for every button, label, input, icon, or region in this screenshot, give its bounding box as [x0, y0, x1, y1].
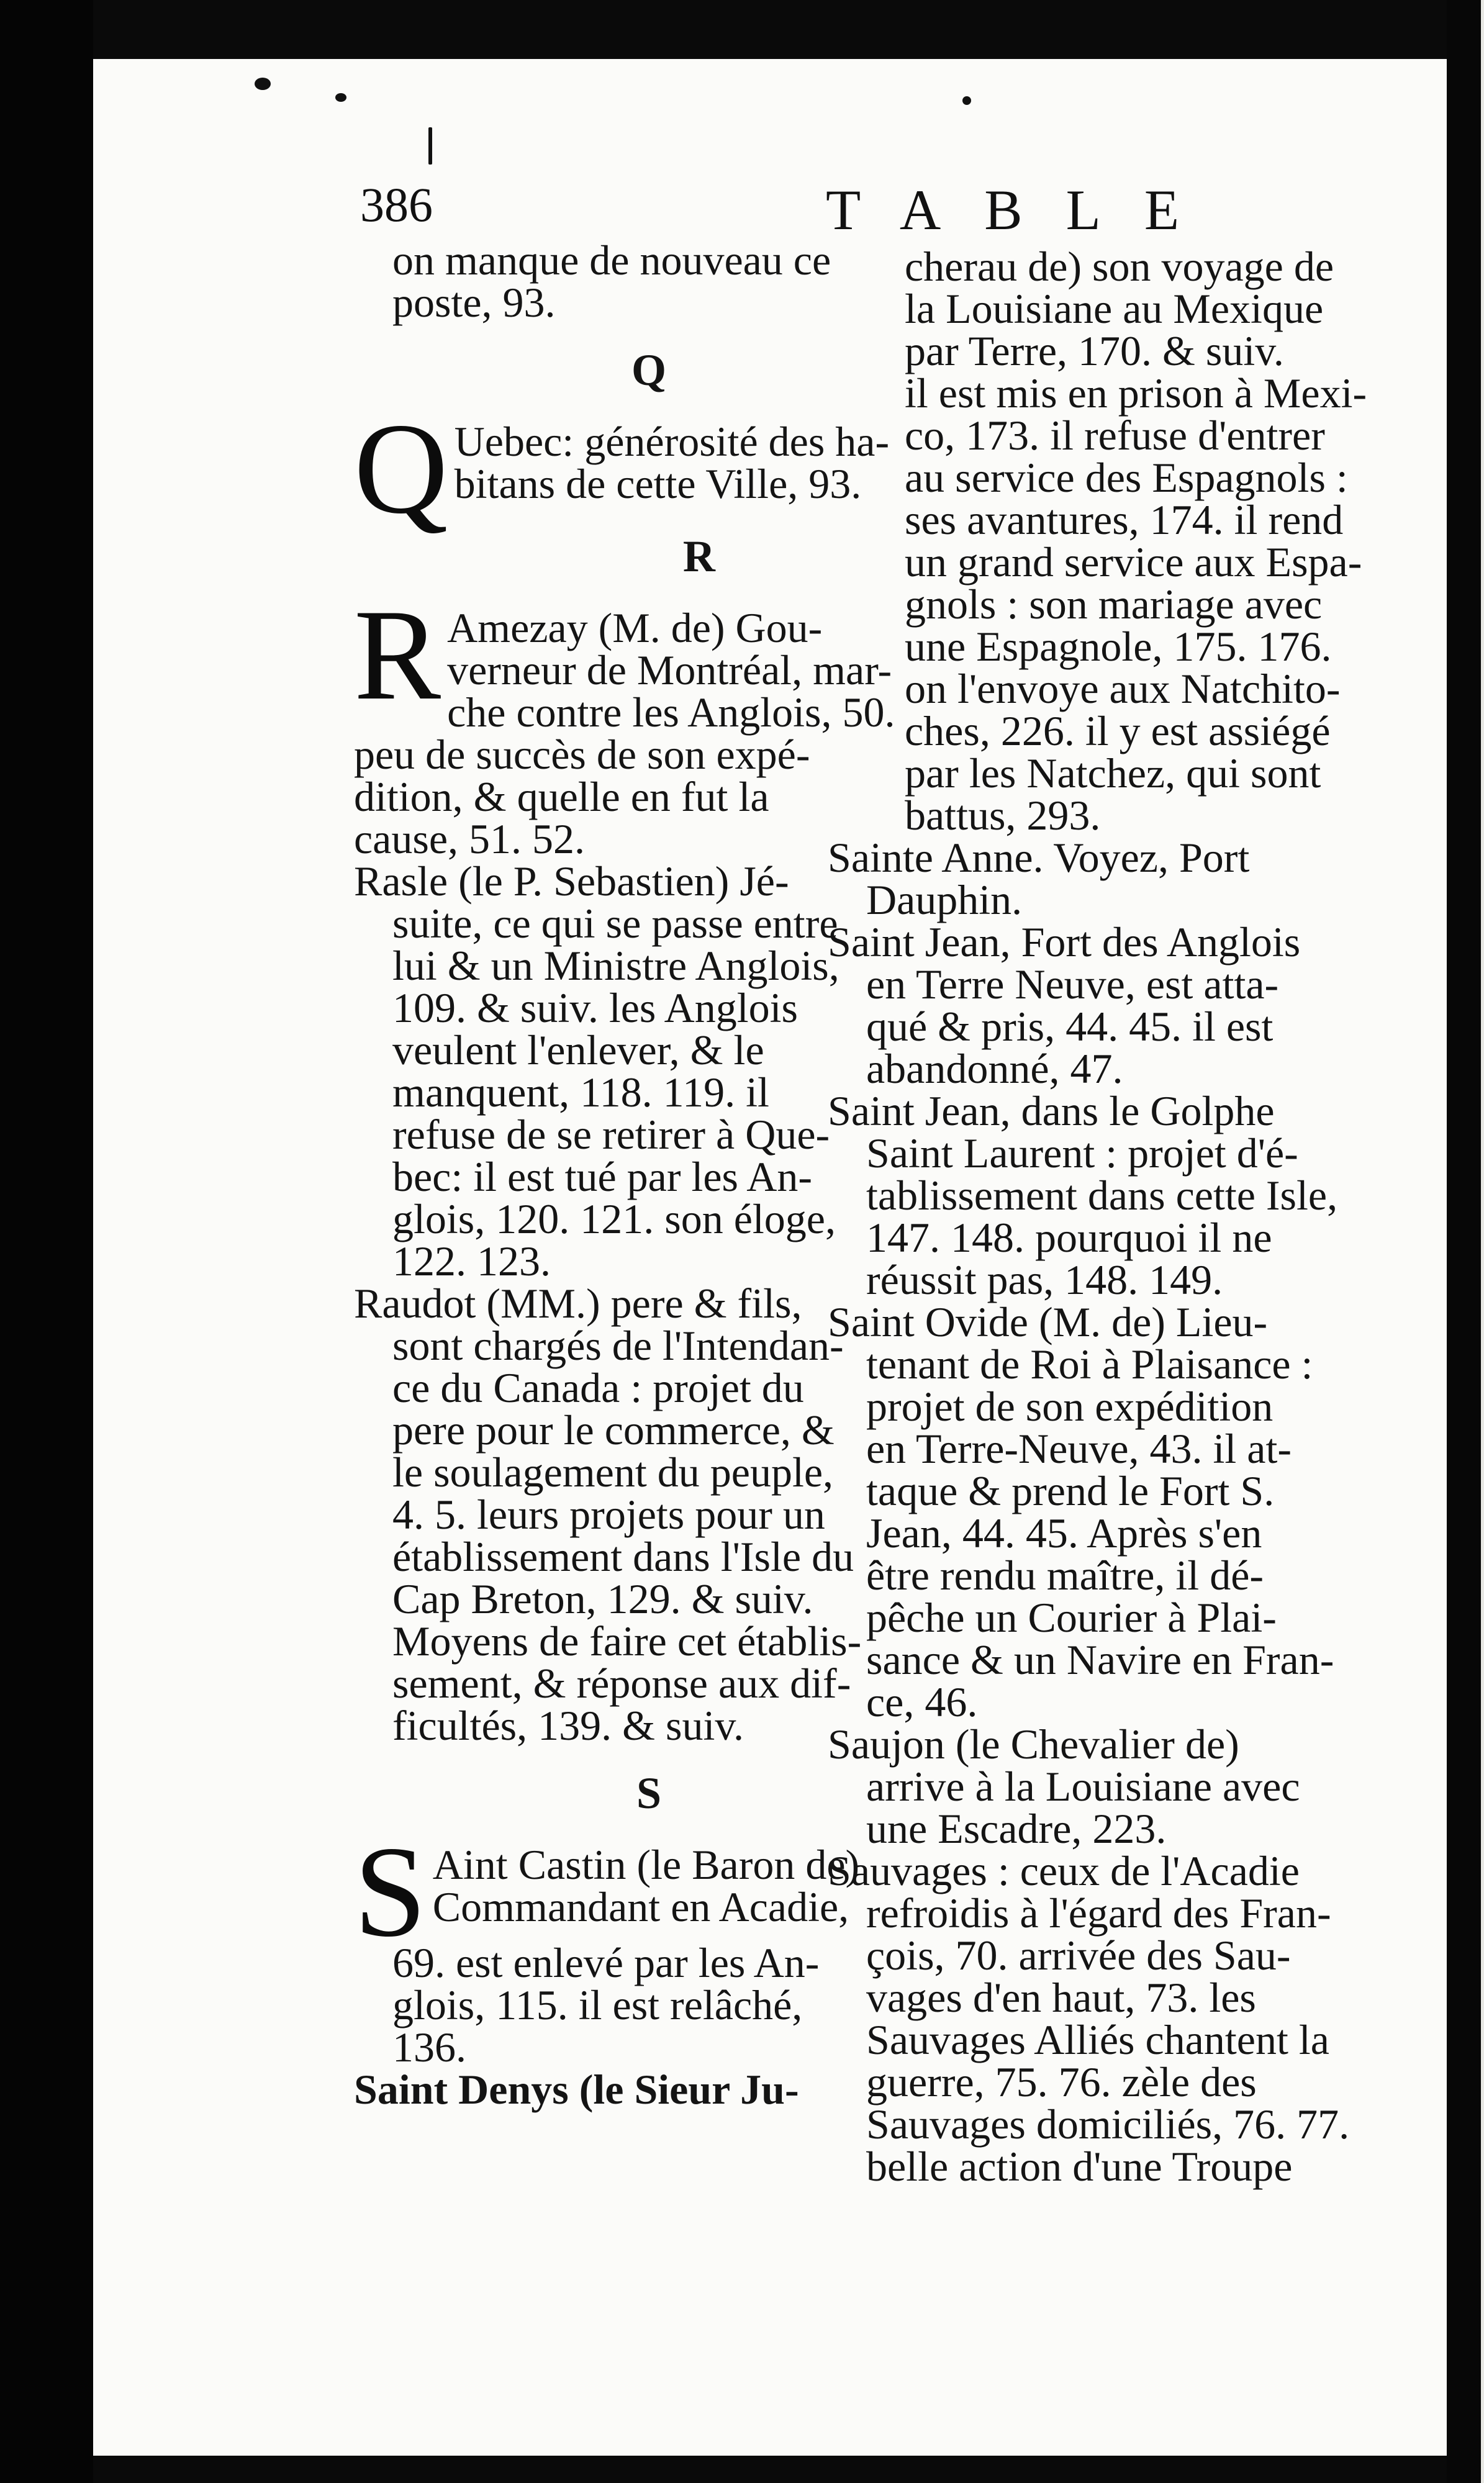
entry-line: projet de son expédition	[866, 1383, 1274, 1430]
index-entry-raudot	[354, 1282, 944, 1747]
entry-line: taque & prend le Fort S.	[866, 1467, 1275, 1514]
entry-line: cherau de) son voyage de	[905, 243, 1334, 290]
entry-line: être rendu maître, il dé-	[866, 1552, 1264, 1599]
ink-speck	[255, 78, 271, 90]
entry-line: Commandant en Acadie,	[432, 1883, 849, 1930]
entry-line: la Louisiane au Mexique	[905, 285, 1324, 332]
entry-line: dition, & quelle en fut la	[354, 773, 769, 820]
entry-line: Cap Breton, 129. & suiv.	[392, 1575, 813, 1622]
entry-line: arrive à la Louisiane avec	[866, 1763, 1300, 1810]
entry-line: sement, & réponse aux dif-	[392, 1660, 851, 1707]
continued-entry	[354, 237, 944, 326]
entry-line: un grand service aux Espa-	[905, 538, 1362, 586]
entry-line: poste, 93.	[392, 279, 556, 326]
entry-line: 69. est enlevé par les An-	[392, 1939, 820, 1986]
entry-line: Saujon (le Chevalier de)	[828, 1721, 1239, 1768]
entry-line: pere pour le commerce, &	[392, 1406, 835, 1454]
entry-line: Saint Ovide (M. de) Lieu-	[828, 1298, 1268, 1346]
index-entry-saujon	[828, 1721, 1425, 1852]
entry-line: Aint Castin (le Baron de)	[432, 1841, 860, 1888]
entry-line: Raudot (MM.) pere & fils,	[354, 1280, 802, 1327]
entry-line: Uebec: générosité des ha-	[454, 418, 890, 465]
entry-line: cause, 51. 52.	[354, 815, 586, 862]
entry-line: Dauphin.	[866, 876, 1023, 923]
left-column	[354, 237, 944, 2113]
entry-line: guerre, 75. 76. zèle des	[866, 2058, 1257, 2105]
entry-line: une Espagnole, 175. 176.	[905, 623, 1332, 670]
entry-line: on l'envoye aux Natchito-	[905, 665, 1341, 712]
entry-line: tenant de Roi à Plaisance :	[866, 1341, 1313, 1388]
entry-line: che contre les Anglois, 50.	[447, 689, 895, 736]
entry-line: suite, ce qui se passe entre	[392, 900, 838, 947]
entry-line: Sauvages : ceux de l'Acadie	[828, 1847, 1300, 1894]
entry-line: abandonné, 47.	[866, 1045, 1123, 1092]
entry-line: belle action d'une Troupe	[866, 2143, 1293, 2190]
entry-line: établissement dans l'Isle du	[392, 1533, 854, 1580]
entry-line: refroidis à l'égard des Fran-	[866, 1889, 1331, 1937]
entry-line: 109. & suiv. les Anglois	[392, 984, 798, 1031]
scan-dark-margin-left	[0, 0, 93, 2483]
entry-line: tablissement dans cette Isle,	[866, 1172, 1338, 1219]
entry-line: co, 173. il refuse d'entrer	[905, 412, 1325, 459]
ink-speck	[335, 93, 346, 102]
entry-line: battus, 293.	[905, 792, 1101, 839]
entry-line: gnols : son mariage avec	[905, 581, 1323, 628]
entry-line: 147. 148. pourquoi il ne	[866, 1214, 1272, 1261]
index-entry-saint-denys-cont	[866, 243, 1425, 839]
entry-line: ficultés, 139. & suiv.	[392, 1702, 744, 1749]
entry-line: sance & un Navire en Fran-	[866, 1636, 1334, 1683]
entry-line: en Terre Neuve, est atta-	[866, 961, 1279, 1008]
entry-line: en Terre-Neuve, 43. il at-	[866, 1425, 1292, 1472]
entry-line: Jean, 44. 45. Après s'en	[866, 1509, 1262, 1557]
index-entry-sainte-anne	[828, 834, 1425, 923]
entry-line: Amezay (M. de) Gou-	[447, 604, 823, 651]
entry-line: ce du Canada : projet du	[392, 1364, 804, 1411]
section-letter-q: Q	[631, 345, 666, 395]
index-entry-saint-jean-golphe	[828, 1087, 1425, 1303]
entry-line: Sauvages Alliés chantent la	[866, 2016, 1329, 2063]
entry-line: pêche un Courier à Plai-	[866, 1594, 1277, 1641]
entry-line: par les Natchez, qui sont	[905, 749, 1321, 797]
page-number: 386	[360, 178, 433, 232]
entry-line: le soulagement du peuple,	[392, 1449, 834, 1496]
index-entry-quebec	[354, 397, 944, 541]
entry-line: ches, 226. il y est assiégé	[905, 707, 1331, 754]
index-entry-sauvages	[828, 1847, 1425, 2190]
entry-line: bec: il est tué par les An-	[392, 1153, 813, 1200]
entry-line: Sauvages domiciliés, 76. 77.	[866, 2101, 1350, 2148]
entry-line: qué & pris, 44. 45. il est	[866, 1003, 1274, 1050]
entry-line: Moyens de faire cet établis-	[392, 1617, 862, 1665]
entry-line: par Terre, 170. & suiv.	[905, 327, 1284, 374]
entry-line: Saint Jean, Fort des Anglois	[828, 918, 1301, 966]
entry-line-saint-denys: Saint Denys (le Sieur Ju-	[354, 2066, 799, 2113]
index-entry-ramezay	[354, 583, 944, 862]
book-page	[93, 59, 1447, 2456]
section-letter-r: R	[682, 531, 715, 581]
running-title: TABLE	[826, 178, 1223, 242]
entry-line: 122. 123.	[392, 1237, 551, 1285]
scan-edge-strip	[1481, 0, 1484, 2483]
index-entry-saint-ovide	[828, 1298, 1425, 1725]
entry-line: Rasle (le P. Sebastien) Jé-	[354, 857, 789, 905]
entry-line: une Escadre, 223.	[866, 1805, 1167, 1852]
entry-line: peu de succès de son expé-	[354, 731, 810, 778]
entry-line: glois, 115. il est relâché,	[392, 1981, 803, 2028]
entry-line: on manque de nouveau ce	[392, 237, 831, 284]
entry-line: manquent, 118. 119. il	[392, 1069, 769, 1116]
ink-speck	[962, 96, 971, 105]
entry-line: au service des Espagnols :	[905, 454, 1348, 501]
entry-line: bitans de cette Ville, 93.	[454, 460, 862, 507]
entry-line: lui & un Ministre Anglois,	[392, 942, 839, 989]
entry-line: 4. 5. leurs projets pour un	[392, 1491, 825, 1538]
entry-line: glois, 120. 121. son éloge,	[392, 1195, 836, 1242]
entry-line: Sainte Anne. Voyez, Port	[828, 834, 1250, 881]
index-entry-saint-jean-fort	[828, 918, 1425, 1092]
entry-line: refuse de se retirer à Que-	[392, 1111, 830, 1158]
entry-line: 136.	[392, 2024, 466, 2071]
entry-line: Saint Laurent : projet d'é-	[866, 1129, 1298, 1177]
dropcap-q: Q	[354, 397, 448, 541]
entry-line: veulent l'enlever, & le	[392, 1026, 764, 1074]
entry-line: ses avantures, 174. il rend	[905, 496, 1344, 543]
entry-line: verneur de Montréal, mar-	[447, 646, 892, 694]
entry-line: sont chargés de l'Intendan-	[392, 1322, 844, 1369]
section-letter-s: S	[636, 1768, 662, 1818]
entry-line: il est mis en prison à Mexi-	[905, 369, 1367, 417]
entry-line: Saint Jean, dans le Golphe	[828, 1087, 1275, 1134]
right-column	[828, 243, 1425, 2190]
dropcap-s: S	[354, 1820, 427, 1964]
dropcap-r: R	[354, 583, 441, 727]
entry-line: çois, 70. arrivée des Sau-	[866, 1932, 1291, 1979]
ink-speck	[428, 127, 432, 165]
entry-line: ce, 46.	[866, 1678, 978, 1725]
entry-line: réussit pas, 148. 149.	[866, 1256, 1223, 1303]
entry-line: vages d'en haut, 73. les	[866, 1974, 1256, 2021]
scan-dark-margin-right	[1447, 0, 1484, 2483]
